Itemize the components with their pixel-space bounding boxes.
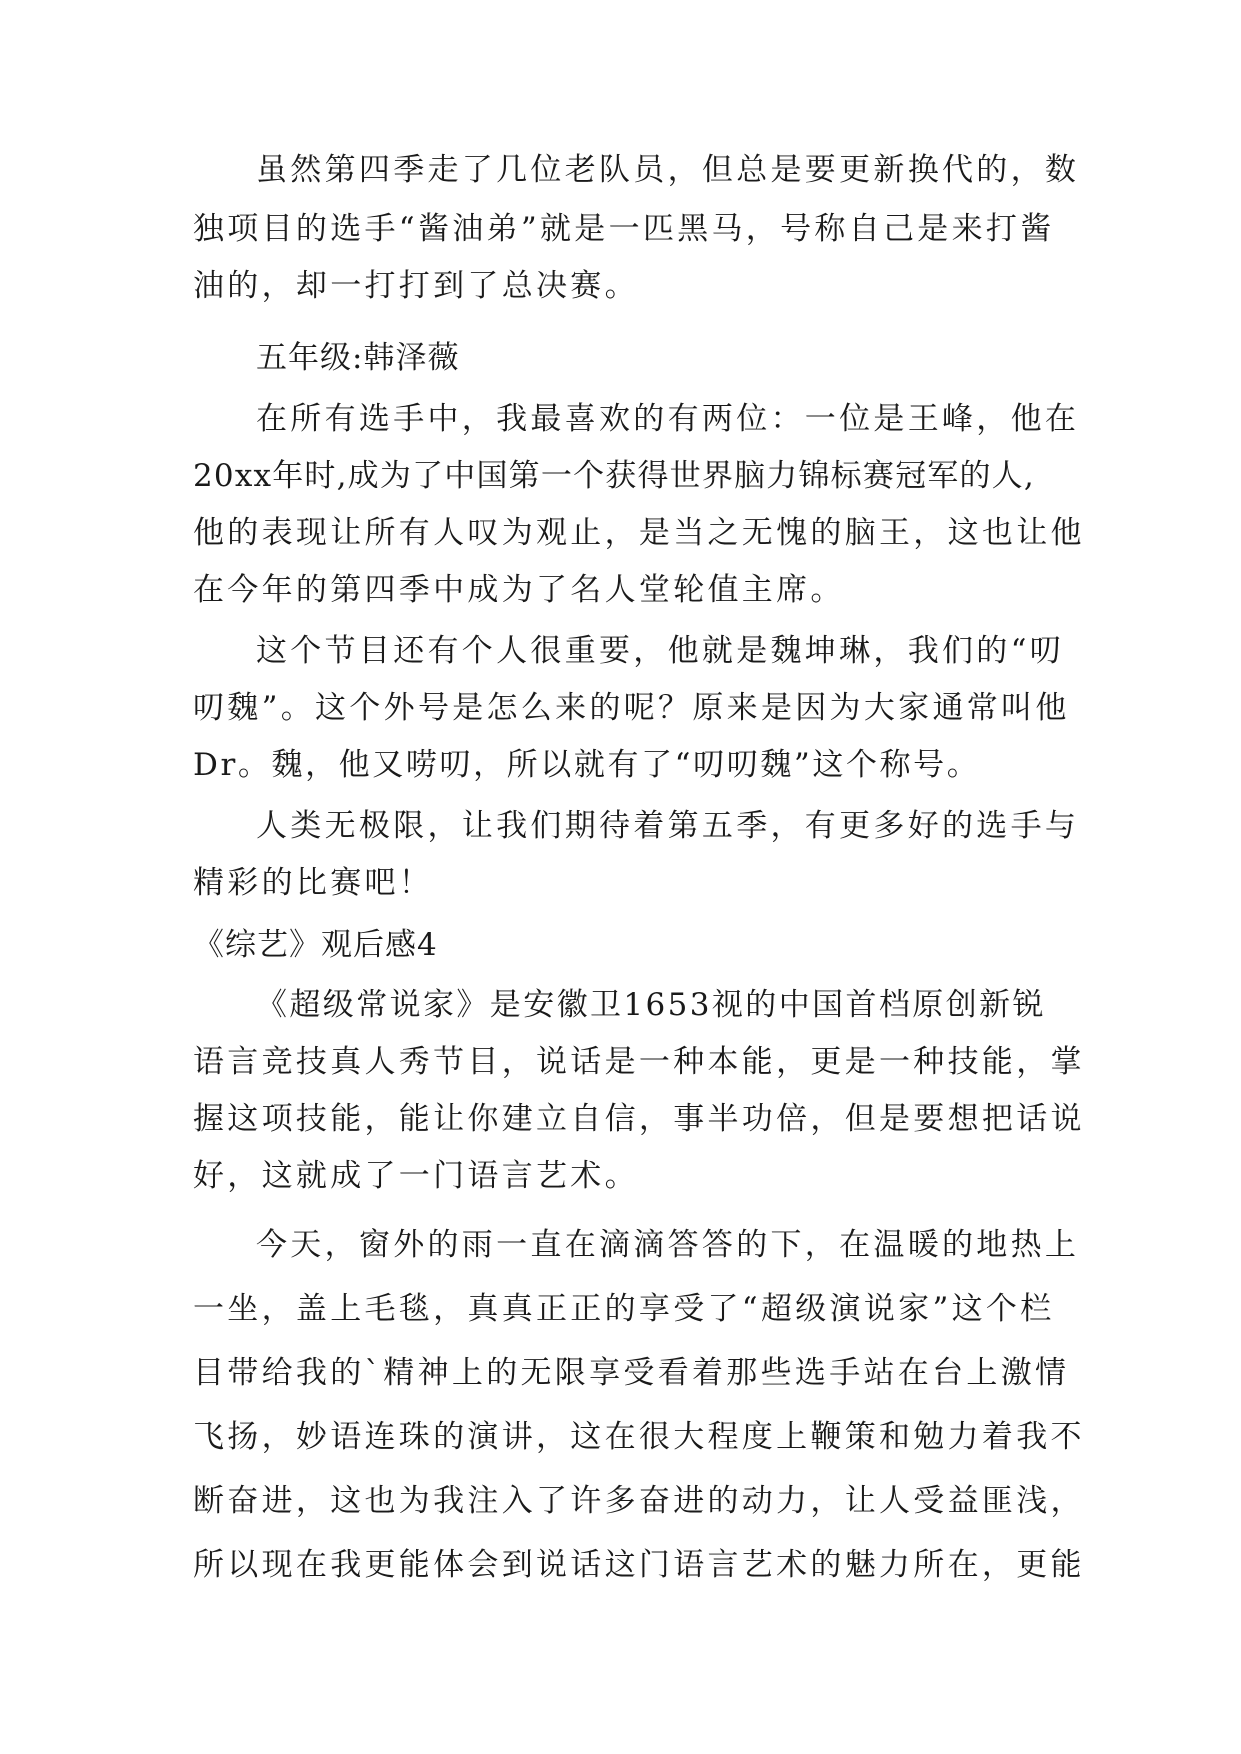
paragraph-4-line-2: 精彩的比赛吧！ [193,865,434,901]
paragraph-5-line-3: 握这项技能，能让你建立自信，事半功倍，但是要想把话说 [193,1101,1085,1137]
paragraph-4-line-1: 人类无极限，让我们期待着第五季，有更多好的选手与 [256,808,1080,844]
paragraph-5-line-2: 语言竞技真人秀节目，说话是一种本能，更是一种技能，掌 [193,1044,1085,1080]
paragraph-2-line-2: 20xx年时,成为了中国第一个获得世界脑力锦标赛冠军的人, [193,458,1035,494]
paragraph-2-line-1: 在所有选手中，我最喜欢的有两位：一位是王峰，他在 [256,401,1080,437]
paragraph-6-line-2: 一坐，盖上毛毯，真真正正的享受了“超级演说家”这个栏 [193,1291,1055,1327]
paragraph-3-line-3: Dr。魏，他又唠叨，所以就有了“叨叨魏”这个称号。 [193,747,981,783]
paragraph-2-line-4: 在今年的第四季中成为了名人堂轮值主席。 [193,572,845,608]
author-line: 五年级:韩泽薇 [256,340,460,376]
paragraph-2-line-3: 他的表现让所有人叹为观止，是当之无愧的脑王，这也让他 [193,515,1085,551]
paragraph-5-line-4: 好，这就成了一门语言艺术。 [193,1158,639,1194]
paragraph-1-line-3: 油的，却一打打到了总决赛。 [193,268,639,304]
paragraph-5-line-1: 《超级常说家》是安徽卫1653视的中国首档原创新锐 [256,987,1046,1023]
paragraph-3-line-2: 叨魏”。这个外号是怎么来的呢？原来是因为大家通常叫他 [193,690,1070,726]
paragraph-6-line-1: 今天，窗外的雨一直在滴滴答答的下，在温暖的地热上 [256,1227,1080,1263]
paragraph-1-line-2: 独项目的选手“酱油弟”就是一匹黑马，号称自己是来打酱 [193,211,1055,247]
paragraph-6-line-5: 断奋进，这也为我注入了许多奋进的动力，让人受益匪浅， [193,1483,1085,1519]
paragraph-3-line-1: 这个节目还有个人很重要，他就是魏坤琳，我们的“叨 [256,633,1065,669]
paragraph-6-line-6: 所以现在我更能体会到说话这门语言艺术的魅力所在，更能 [193,1547,1085,1583]
paragraph-6-line-3: 目带给我的`精神上的无限享受看着那些选手站在台上激情 [193,1355,1070,1391]
section-heading: 《综艺》观后感4 [193,927,438,963]
paragraph-6-line-4: 飞扬，妙语连珠的演讲，这在很大程度上鞭策和勉力着我不 [193,1419,1085,1455]
paragraph-1-line-1: 虽然第四季走了几位老队员，但总是要更新换代的，数 [256,152,1080,188]
